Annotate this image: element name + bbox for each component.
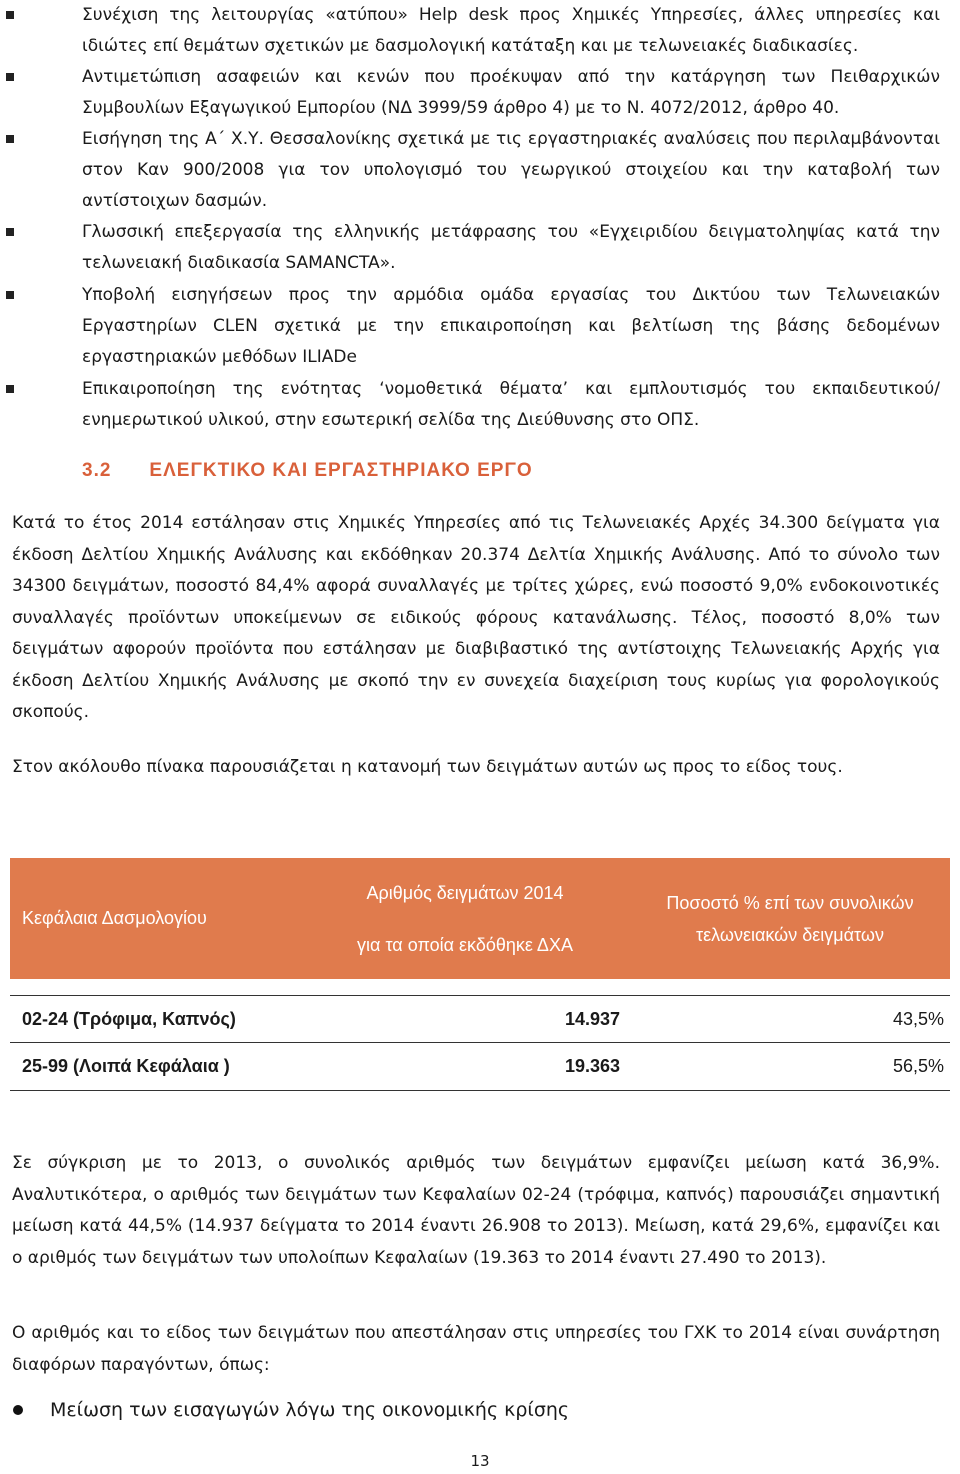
list-item: Συνέχιση της λειτουργίας «ατύπου» Help desk προς Χημικές Υπηρεσίες, άλλες υπηρεσίες και ιδιώτες επί θεμάτων σχετικών με δασμολογική κατάταξη και με τελωνειακές διαδικασίες. [82,0,940,62]
table-header [10,858,950,979]
square-bullet-icon [6,73,14,81]
cell-count: 19.363 [564,1056,620,1076]
square-bullet-icon [6,11,14,19]
header-sample-count: Αριθμός δειγμάτων 2014 για τα οποία εκδόθηκε ΔΧΑ [357,882,573,955]
paragraph-comparison-2013: Σε σύγκριση με το 2013, ο συνολικός αριθμός των δειγμάτων εμφανίζει μείωση κατά 36,9%. Αναλυτικότερα, ο αριθμός των δειγμάτων των Κεφαλαίων 02-24 (τρόφιμα, καπνός) παρουσιάζει σημαντική μείωση κατά 44,5% (14.937 δείγματα το 2014 έναντι 26.908 το 2013). Μείωση, κατά 29,6%, εμφανίζει και ο αριθμός των δειγμάτων των υπολοίπων Κεφαλαίων (19.363 το 2014 έναντι 27.490 το 2013). [12,1153,940,1268]
list-item: Επικαιροποίηση της ενότητας ‘νομοθετικά θέματα’ και εμπλουτισμός του εκπαιδευτικού/ενημερωτικού υλικού, στην εσωτερική σελίδα της Διεύθυνσης στο ΟΠΣ. [82,374,940,436]
square-bullet-icon [6,291,14,299]
list-item: Μείωση των εισαγωγών λόγω της οικονομικής κρίσης [50,1395,569,1425]
paragraph-factors-intro: Ο αριθμός και το είδος των δειγμάτων που απεστάλησαν στις υπηρεσίες του ΓΧΚ το 2014 είναι συνάρτηση διαφόρων παραγόντων, όπως: [12,1323,940,1375]
page-number: 13 [470,1452,490,1470]
list-item: Αντιμετώπιση ασαφειών και κενών που προέκυψαν από την κατάργηση των Πειθαρχικών Συμβουλίων Εξαγωγικού Εμπορίου (ΝΔ 3999/59 άρθρο 4) με το Ν. 4072/2012, άρθρο 40. [82,62,940,124]
square-bullet-icon [6,135,14,143]
paragraph-table-intro: Στον ακόλουθο πίνακα παρουσιάζεται η κατανομή των δειγμάτων αυτών ως προς το είδος τους. [12,757,843,777]
square-bullet-icon [6,228,14,236]
square-bullet-icon [6,385,14,393]
list-item: Γλωσσική επεξεργασία της ελληνικής μετάφρασης του «Εγχειριδίου δειγματοληψίας κατά την τελωνειακή διαδικασία SAMANCTA». [82,217,940,279]
table-row [10,995,950,1043]
section-number: 3.2 [82,460,112,481]
header-percentage: Ποσοστό % επί των συνολικών τελωνειακών δειγμάτων [666,892,914,945]
cell-percent: 43,5% [892,1008,944,1029]
cell-chapter: 25-99 (Λοιπά Κεφάλαια ) [22,1056,230,1076]
cell-chapter: 02-24 (Τρόφιμα, Καπνός) [22,1008,236,1029]
round-bullet-icon [13,1405,23,1415]
header-chapters: Κεφάλαια Δασμολογίου [22,908,207,928]
samples-table [10,858,950,1091]
section-heading [82,460,533,482]
cell-count: 14.937 [564,1008,620,1029]
cell-percent: 56,5% [892,1056,944,1076]
table-row [10,1043,950,1091]
list-item: Υποβολή εισηγήσεων προς την αρμόδια ομάδα εργασίας του Δικτύου των Τελωνειακών Εργαστηρίων CLEN σχετικά με την επικαιροποίηση και βελτίωση της βάσης δεδομένων εργαστηριακών μεθόδων ILIADe [82,280,940,373]
paragraph-sample-summary: Κατά το έτος 2014 εστάλησαν στις Χημικές Υπηρεσίες από τις Τελωνειακές Αρχές 34.300 δείγματα για έκδοση Δελτίου Χημικής Ανάλυσης και εκδόθηκαν 20.374 Δελτία Χημικής Ανάλυσης. Από το σύνολο των 34300 δειγμάτων, ποσοστό 84,4% αφορά συναλλαγές με τρίτες χώρες, ενώ ποσοστό 9,0% ενδοκοινοτικές συναλλαγές προϊόντων υποκείμενων σε ειδικούς φόρους κατανάλωσης. Τέλος, ποσοστό 8,0% των δειγμάτων αφορούν προϊόντα που εστάλησαν με διαβιβαστικό της αντίστοιχης Τελωνειακής Αρχής για έκδοση Δελτίου Χημικής Ανάλυσης με σκοπό την εν συνεχεία διαχείριση τους κυρίως για φορολογικούς σκοπούς. [12,513,940,722]
list-item: Εισήγηση της Α΄ Χ.Υ. Θεσσαλονίκης σχετικά με τις εργαστηριακές αναλύσεις που περιλαμβάνονται στον Καν 900/2008 για τον υπολογισμό του γεωργικού στοιχείου και την καταβολή των αντίστοιχων δασμών. [82,124,940,217]
section-title: ΕΛΕΓΚΤΙΚΟ ΚΑΙ ΕΡΓΑΣΤΗΡΙΑΚΟ ΕΡΓΟ [149,460,533,481]
